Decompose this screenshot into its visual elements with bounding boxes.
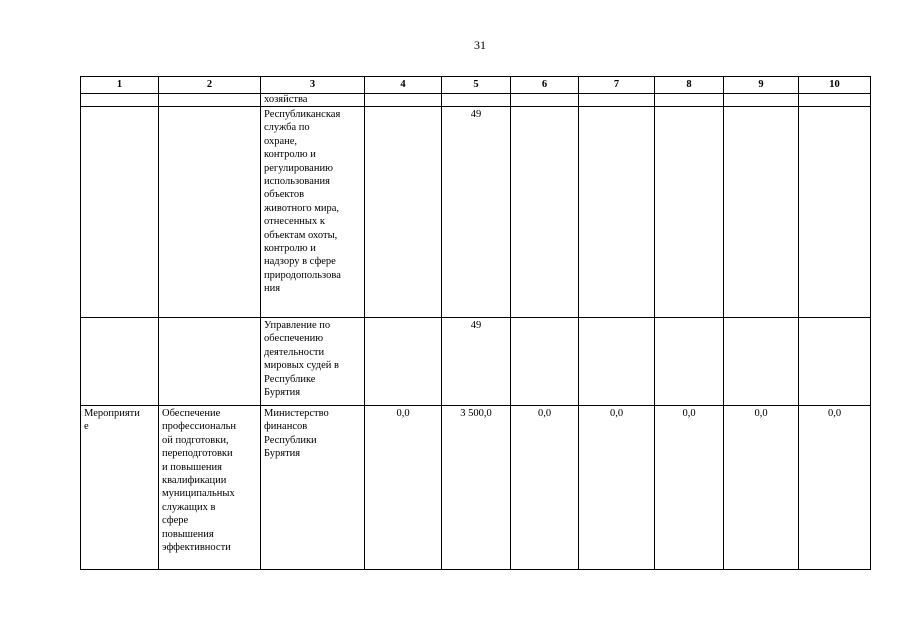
- cell-col10: [799, 107, 871, 318]
- cell-col4: [365, 318, 442, 406]
- cell-col10: 0,0: [799, 406, 871, 570]
- column-header-10: 10: [799, 77, 871, 94]
- column-header-4: 4: [365, 77, 442, 94]
- cell-event-type: [81, 94, 159, 107]
- cell-col10: [799, 318, 871, 406]
- column-header-2: 2: [159, 77, 261, 94]
- cell-executor: Республиканская служба по охране, контролю и регулированию использования объектов животного мира, отнесенных к объектам охоты, контролю и надзору в сфере природопользова ния: [261, 107, 365, 318]
- page-number: 31: [474, 38, 486, 52]
- cell-col7: [579, 318, 655, 406]
- cell-col5: [442, 94, 511, 107]
- column-header-1: 1: [81, 77, 159, 94]
- cell-executor: Управление по обеспечению деятельности мировых судей в Республике Бурятия: [261, 318, 365, 406]
- cell-col4: [365, 94, 442, 107]
- cell-event-name: [159, 107, 261, 318]
- cell-executor: хозяйства: [261, 94, 365, 107]
- cell-col6: [511, 107, 579, 318]
- column-header-9: 9: [724, 77, 799, 94]
- cell-col9: [724, 318, 799, 406]
- table-row: [81, 94, 871, 107]
- cell-event-name: [159, 318, 261, 406]
- cell-col5: 49: [442, 318, 511, 406]
- cell-event-type: [81, 318, 159, 406]
- cell-col8: 0,0: [655, 406, 724, 570]
- cell-col8: [655, 94, 724, 107]
- cell-col5: 49: [442, 107, 511, 318]
- cell-event-name: Обеспечение профессиональн ой подготовки, переподготовки и повышения квалификации муниципальных служащих в сфере повышения эффективности: [159, 406, 261, 570]
- column-header-5: 5: [442, 77, 511, 94]
- cell-col5: 3 500,0: [442, 406, 511, 570]
- cell-col7: [579, 107, 655, 318]
- table-header-row: [81, 77, 871, 94]
- cell-col7: 0,0: [579, 406, 655, 570]
- column-header-6: 6: [511, 77, 579, 94]
- cell-col9: 0,0: [724, 406, 799, 570]
- cell-col9: [724, 107, 799, 318]
- column-header-3: 3: [261, 77, 365, 94]
- cell-col6: [511, 318, 579, 406]
- table-row: [81, 406, 871, 570]
- cell-col8: [655, 318, 724, 406]
- cell-executor: Министерство финансов Республики Бурятия: [261, 406, 365, 570]
- cell-col10: [799, 94, 871, 107]
- cell-col6: 0,0: [511, 406, 579, 570]
- table-row: [81, 107, 871, 318]
- cell-col9: [724, 94, 799, 107]
- cell-col4: 0,0: [365, 406, 442, 570]
- cell-col7: [579, 94, 655, 107]
- cell-col8: [655, 107, 724, 318]
- cell-col6: [511, 94, 579, 107]
- cell-event-name: [159, 94, 261, 107]
- budget-table: [80, 76, 871, 570]
- cell-event-type: Мероприяти е: [81, 406, 159, 570]
- column-header-8: 8: [655, 77, 724, 94]
- column-header-7: 7: [579, 77, 655, 94]
- table-row: [81, 318, 871, 406]
- cell-col4: [365, 107, 442, 318]
- cell-event-type: [81, 107, 159, 318]
